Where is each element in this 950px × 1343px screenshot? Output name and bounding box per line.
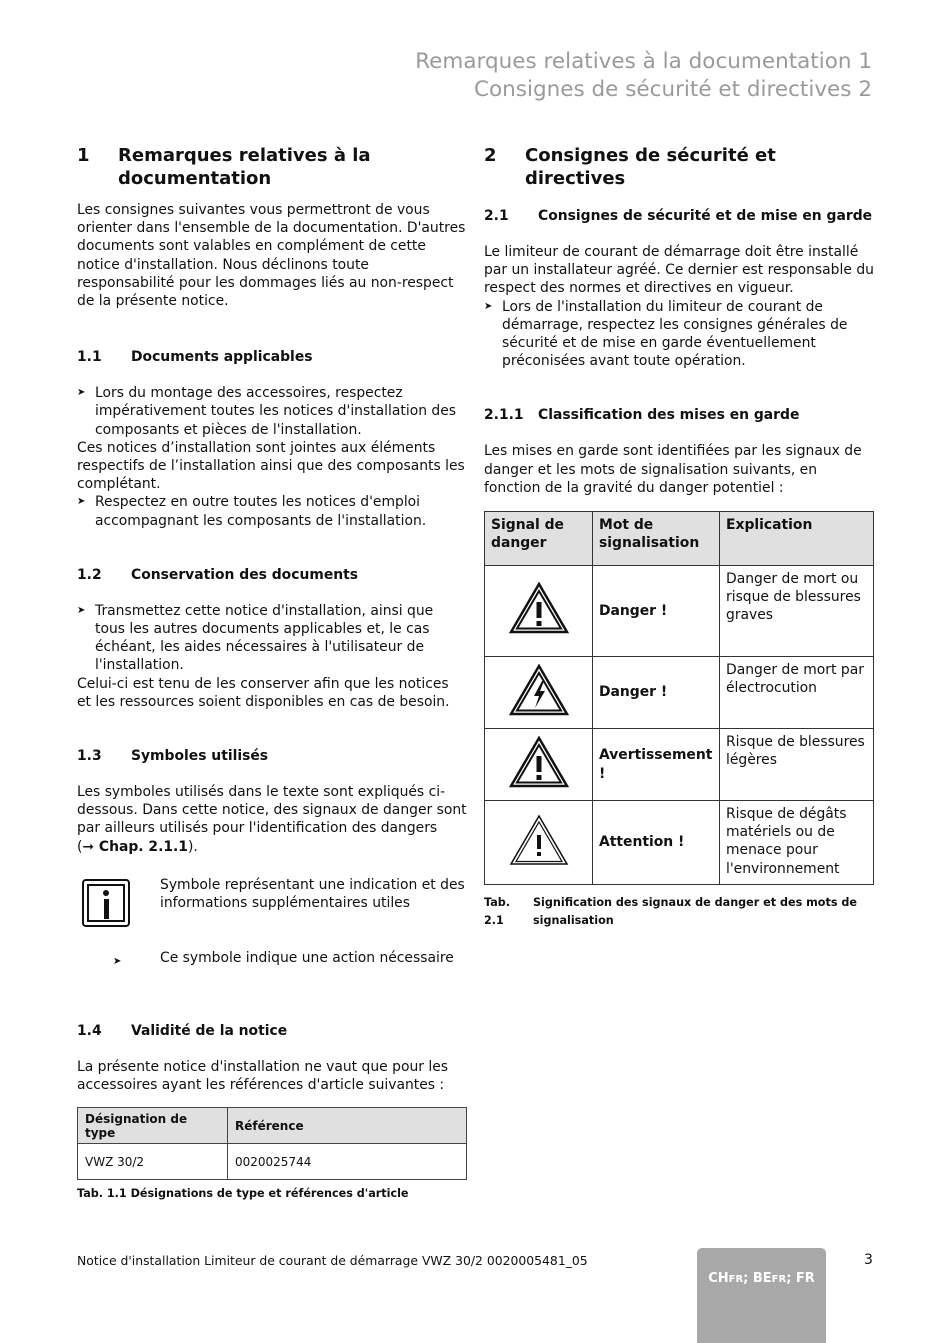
section-title: Classification des mises en garde xyxy=(538,407,800,424)
section-title: Consignes de sécurité et de mise en garde xyxy=(538,208,873,224)
section-number: 2.1.1 xyxy=(484,407,524,424)
table-cell: Attention ! xyxy=(593,801,720,885)
table-cell xyxy=(485,729,593,801)
table-cell: VWZ 30/2 xyxy=(78,1144,228,1180)
section-number: 2 xyxy=(484,145,497,166)
table-cell: 0020025744 xyxy=(228,1144,467,1180)
table-row xyxy=(485,566,874,657)
footer-text: Notice d'installation Limiteur de courant de démarrage VWZ 30/2 0020005481_05 xyxy=(77,1253,588,1268)
section-number: 1.4 xyxy=(77,1022,102,1039)
table-cell: Risque de blessures légères xyxy=(720,729,874,801)
section-number: 1.2 xyxy=(77,566,102,583)
table-caption xyxy=(484,894,876,930)
step-list xyxy=(77,384,467,439)
section-2-1-heading xyxy=(484,207,876,225)
paragraph: La présente notice d'installation ne vaut que pour les accessoires ayant les références d'article suivantes : xyxy=(77,1058,449,1094)
section-title: Documents applicables xyxy=(131,349,313,366)
running-head xyxy=(415,48,872,104)
warning-exclamation-icon xyxy=(509,736,569,788)
step-item: ➤ Lors du montage des accessoires, respectez impérativement toutes les notices d'installation des composants et pièces de l'installation. xyxy=(77,384,467,439)
language-tab xyxy=(697,1248,826,1343)
running-head-line1: Remarques relatives à la documentation 1 xyxy=(415,49,872,74)
page-number: 3 xyxy=(864,1252,873,1268)
ref-arrow: ➞ xyxy=(82,838,95,855)
paragraph: Le limiteur de courant de démarrage doit être installé par un installateur agréé. Ce dernier est responsable du respect des normes et directives en vigueur. xyxy=(484,244,874,297)
section-2-heading xyxy=(484,144,876,190)
caption-text: Signification des signaux de danger et des mots de signalisation xyxy=(533,896,857,928)
caution-exclamation-icon xyxy=(509,814,569,866)
step-list xyxy=(484,298,876,371)
lang-code: ; BE xyxy=(743,1271,772,1286)
table-header: Signal de danger xyxy=(485,512,593,566)
info-icon xyxy=(82,879,130,927)
section-title: Validité de la notice xyxy=(131,1022,288,1039)
step-item: ➤ Transmettez cette notice d'installation, ainsi que tous les autres documents applicables et, le cas échéant, les aides nécessaires à l'utilisateur de l'installation. xyxy=(77,602,467,675)
table-cell xyxy=(485,801,593,885)
paragraph: Ces notices d’installation sont jointes aux éléments respectifs de l’installation ainsi que des composants les complétant. xyxy=(77,439,465,493)
running-head-line2: Consignes de sécurité et directives 2 xyxy=(474,77,872,102)
table-header: Référence xyxy=(228,1108,467,1144)
table-cell: Danger ! xyxy=(593,657,720,729)
table-row xyxy=(78,1144,467,1180)
section-title: Remarques relatives à la documentation xyxy=(118,145,371,189)
ref-close: ). xyxy=(187,838,198,855)
section-number: 2.1 xyxy=(484,208,509,224)
section-title: Conservation des documents xyxy=(131,566,359,583)
caption-number: Tab. 2.1 xyxy=(484,896,510,928)
paragraph xyxy=(77,783,467,856)
type-reference-table xyxy=(77,1107,467,1180)
arrow-symbol-text: Ce symbole indique une action nécessaire xyxy=(160,949,454,966)
table-header: Mot de signalisation xyxy=(593,512,720,566)
info-symbol-row xyxy=(77,876,467,927)
table-cell: Risque de dégâts matériels ou de menace pour l'environnement xyxy=(720,801,874,885)
arrow-symbol-row xyxy=(77,949,467,968)
section-title: Symboles utilisés xyxy=(131,748,269,765)
section-1-1-heading xyxy=(77,348,467,366)
symbols-text: Les symboles utilisés dans le texte sont expliqués ci-dessous. Dans cette notice, des signaux de danger sont par ailleurs utilisés pour l'identification des dangers xyxy=(77,784,467,837)
table-cell: Danger de mort par électrocution xyxy=(720,657,874,729)
electrocution-icon xyxy=(509,664,569,716)
table-row xyxy=(485,729,874,801)
left-column xyxy=(77,144,467,1203)
section-title: Consignes de sécurité et directives xyxy=(525,145,776,189)
lang-code: FR xyxy=(728,1274,744,1285)
lang-code: ; FR xyxy=(786,1271,815,1286)
table-header: Désignation de type xyxy=(78,1108,228,1144)
section-2-1-1-heading xyxy=(484,406,876,424)
section-1-4-heading xyxy=(77,1022,467,1040)
chapter-link[interactable]: Chap. 2.1.1 xyxy=(98,838,188,855)
table-row xyxy=(485,801,874,885)
table-row xyxy=(485,657,874,729)
caption-number: Tab. 1.1 xyxy=(77,1187,127,1201)
arrow-right-icon: ➤ xyxy=(113,955,122,967)
caption-text: Désignations de type et références d'article xyxy=(130,1187,409,1201)
paragraph: Celui-ci est tenu de les conserver afin que les notices et les ressources soient disponibles en cas de besoin. xyxy=(77,675,450,710)
danger-exclamation-icon xyxy=(509,582,569,634)
step-item: ➤ Respectez en outre toutes les notices d'emploi accompagnant les composants de l'installation. xyxy=(77,493,467,529)
table-cell xyxy=(485,657,593,729)
table-caption xyxy=(77,1185,467,1203)
step-item: ➤ Lors de l'installation du limiteur de courant de démarrage, respectez les consignes générales de sécurité et de mise en garde éventuellement préconisées avant toute opération. xyxy=(484,298,876,371)
info-symbol-text: Symbole représentant une indication et des informations supplémentaires utiles xyxy=(160,876,465,912)
table-cell: Avertissement ! xyxy=(593,729,720,801)
section-1-3-heading xyxy=(77,747,467,765)
section-1-intro: Les consignes suivantes vous permettront de vous orienter dans l'ensemble de la documentation. D'autres documents sont valables en complément de cette notice d'installation. Nous déclinons toute responsabilité pour les dommages liés au non-respect de la présente notice. xyxy=(77,202,466,310)
lang-code: FR xyxy=(771,1274,787,1285)
section-number: 1.3 xyxy=(77,748,102,765)
section-number: 1.1 xyxy=(77,349,102,366)
table-header: Explication xyxy=(720,512,874,566)
step-list xyxy=(77,493,467,529)
table-cell xyxy=(485,566,593,657)
paragraph: Les mises en garde sont identifiées par les signaux de danger et les mots de signalisation suivants, en fonction de la gravité du danger potentiel : xyxy=(484,443,862,496)
table-cell: Danger de mort ou risque de blessures graves xyxy=(720,566,874,657)
step-list xyxy=(77,602,467,675)
section-number: 1 xyxy=(77,145,90,166)
table-cell: Danger ! xyxy=(593,566,720,657)
section-1-heading xyxy=(77,144,467,190)
section-1-2-heading xyxy=(77,566,467,584)
lang-code: CH xyxy=(708,1271,729,1286)
danger-signals-table xyxy=(484,511,874,885)
ref-open: ( xyxy=(77,838,83,855)
right-column xyxy=(484,144,876,930)
